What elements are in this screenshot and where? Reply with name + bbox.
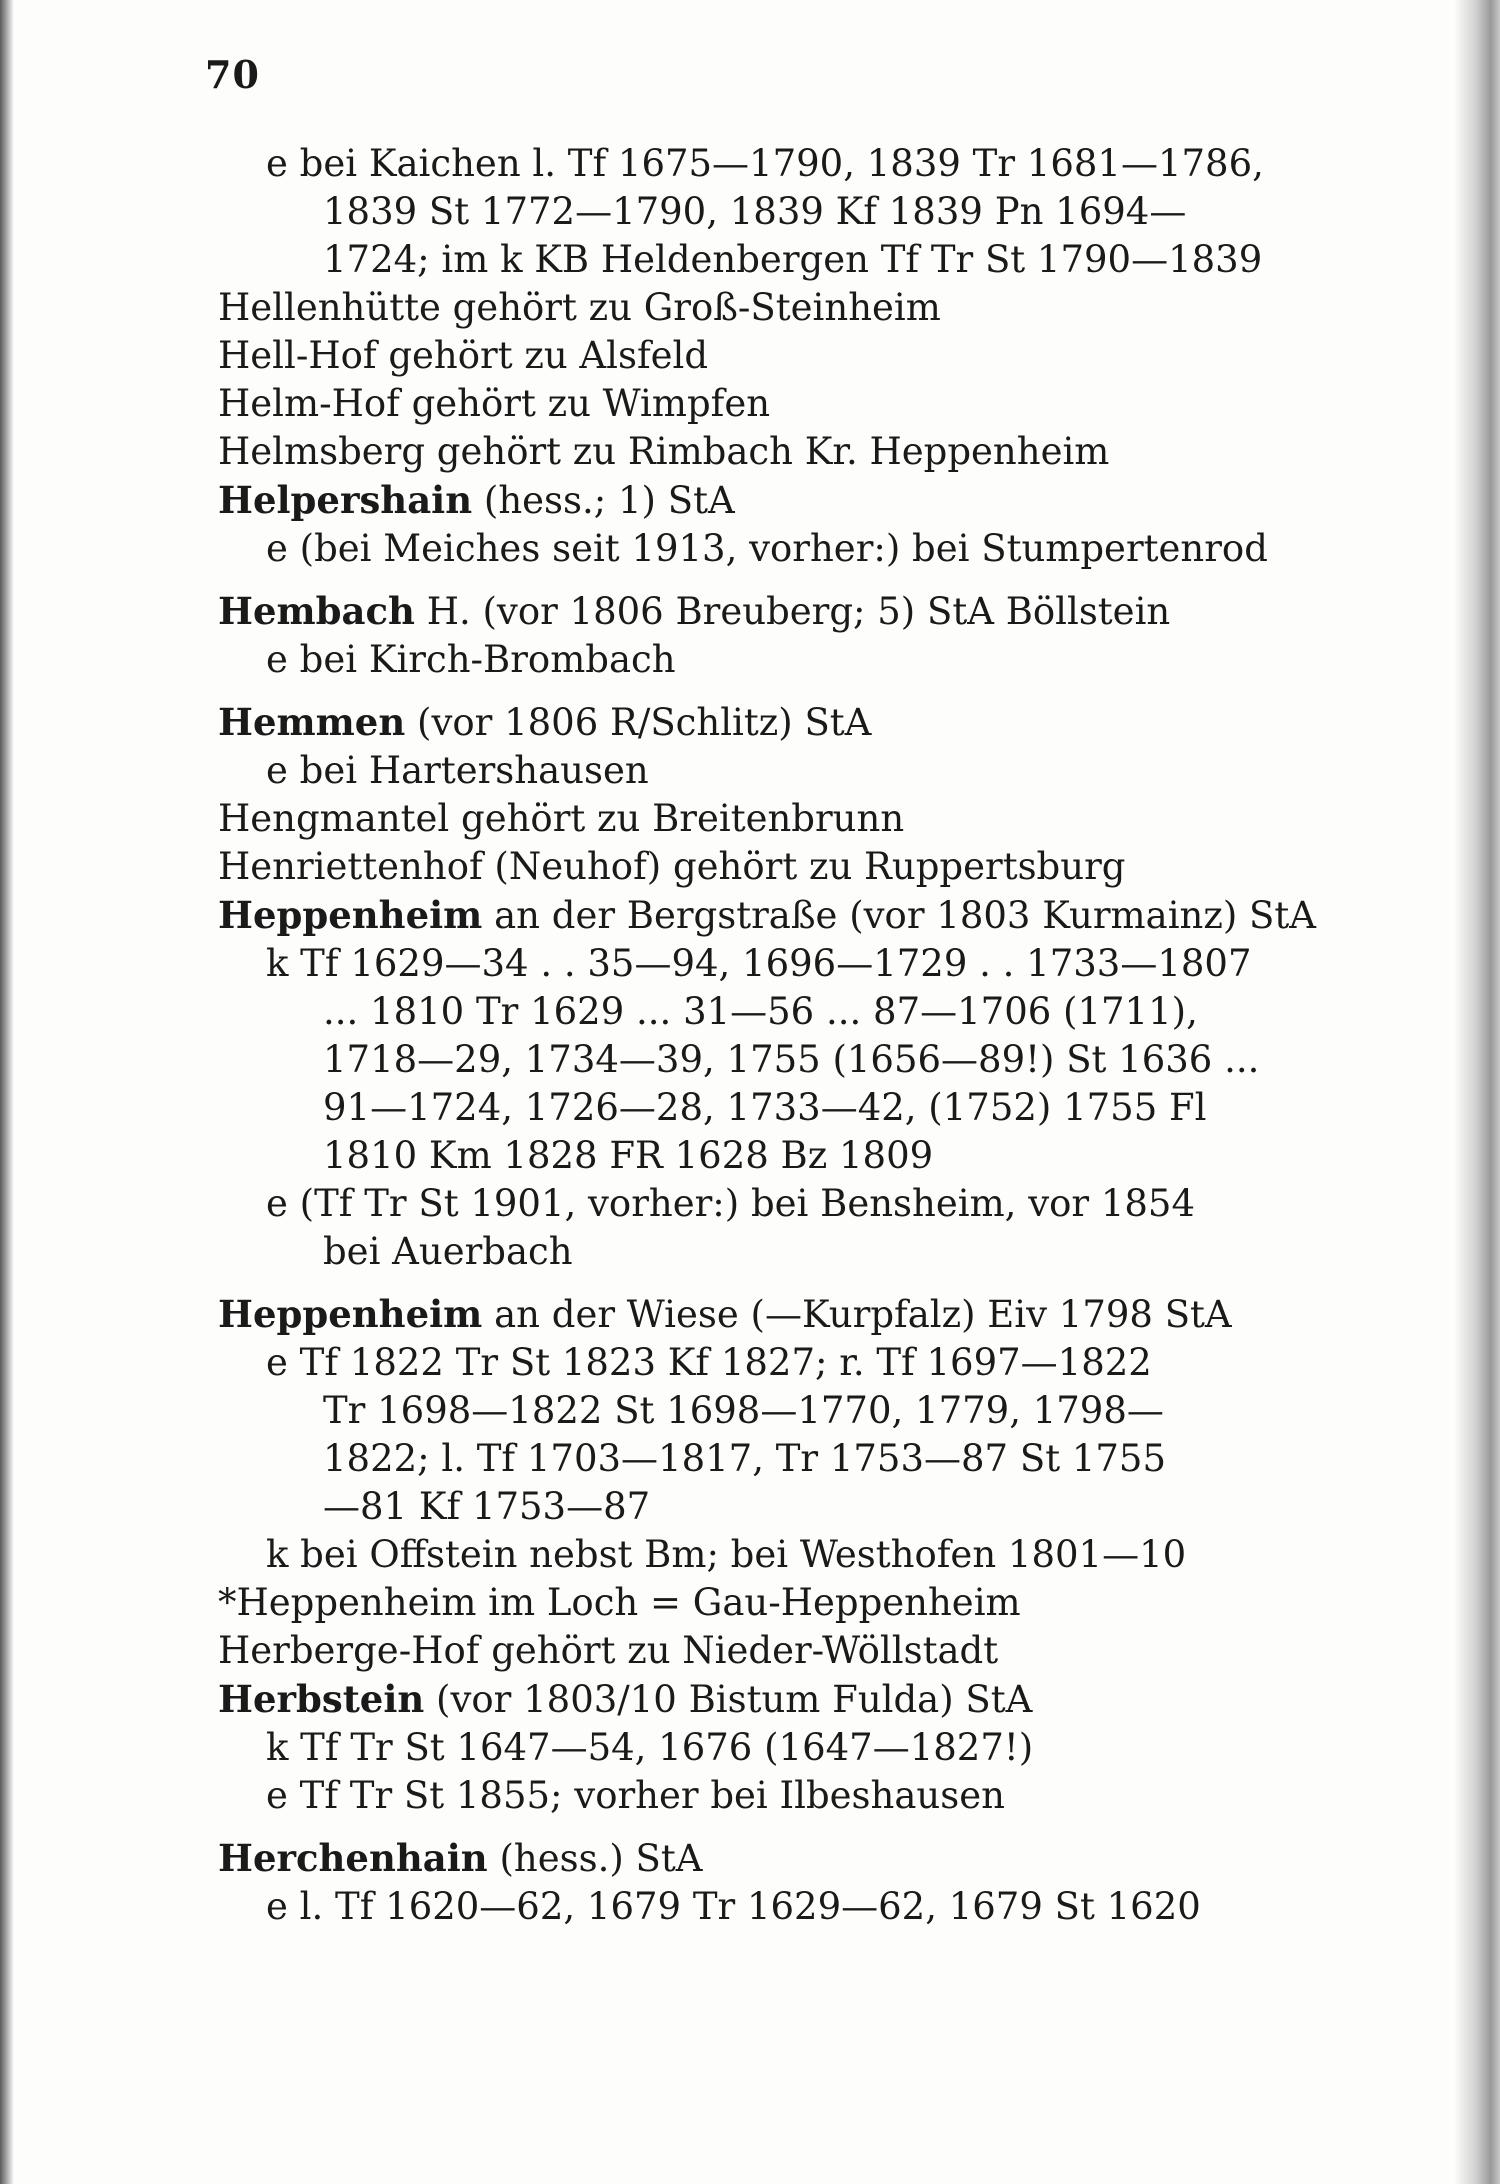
entry-heading-line	[218, 795, 1293, 843]
entry-text: Hengmantel gehört zu Breitenbrunn	[218, 797, 905, 840]
entry-text: 1839 St 1772—1790, 1839 Kf 1839 Pn 1694—	[323, 190, 1187, 233]
entry-detail-line	[218, 1084, 1293, 1132]
entry-text: 1718—29, 1734—39, 1755 (1656—89!) St 1636 ...	[323, 1038, 1260, 1081]
entry-detail-line	[218, 1228, 1293, 1276]
entry-heading-line	[218, 284, 1293, 332]
entry-detail-line	[218, 525, 1293, 573]
entry-heading-line	[218, 587, 1293, 636]
entry-text: 1724; im k KB Heldenbergen Tf Tr St 1790—1839	[323, 238, 1263, 281]
entry-text: (vor 1806 R/Schlitz) StA	[405, 701, 872, 744]
entry-text: e Tf 1822 Tr St 1823 Kf 1827; r. Tf 1697—1822	[266, 1341, 1152, 1384]
entry-detail-line	[218, 1435, 1293, 1483]
entry-heading-line	[218, 476, 1293, 525]
entry-text: (hess.) StA	[487, 1837, 703, 1880]
entry-detail-line	[218, 1483, 1293, 1531]
entry-detail-line	[218, 140, 1293, 188]
entry-text: (hess.; 1) StA	[472, 479, 735, 522]
entry-text: H. (vor 1806 Breuberg; 5) StA Böllstein	[414, 590, 1171, 633]
place-name: Herbstein	[218, 1677, 425, 1721]
entry-heading-line	[218, 1290, 1293, 1339]
entry-text: Tr 1698—1822 St 1698—1770, 1779, 1798—	[323, 1389, 1164, 1432]
entry-text: e (bei Meiches seit 1913, vorher:) bei Stumpertenrod	[266, 527, 1268, 570]
entry-heading-line	[218, 698, 1293, 747]
page-number: 70	[205, 52, 260, 97]
place-name: Helpershain	[218, 478, 473, 522]
entry-heading-line	[218, 1579, 1293, 1627]
entry-text: Helmsberg gehört zu Rimbach Kr. Heppenheim	[218, 430, 1110, 473]
entry-text: ... 1810 Tr 1629 ... 31—56 ... 87—1706 (1711),	[323, 990, 1198, 1033]
entry-detail-line	[218, 1180, 1293, 1228]
entry-text: an der Bergstraße (vor 1803 Kurmainz) StA	[482, 894, 1316, 937]
entry-text: e bei Kirch-Brombach	[266, 638, 676, 681]
entry-heading-line	[218, 1834, 1293, 1883]
entry-text: 1810 Km 1828 FR 1628 Bz 1809	[323, 1134, 934, 1177]
entry-text: k Tf Tr St 1647—54, 1676 (1647—1827!)	[266, 1726, 1034, 1769]
entry-detail-line	[218, 988, 1293, 1036]
place-name: Hemmen	[218, 700, 406, 744]
gazetteer-entries	[218, 140, 1316, 1931]
entry-text: e (Tf Tr St 1901, vorher:) bei Bensheim, vor 1854	[266, 1182, 1195, 1225]
entry-text: e bei Kaichen l. Tf 1675—1790, 1839 Tr 1681—1786,	[266, 142, 1264, 185]
entry-text: Herberge-Hof gehört zu Nieder-Wöllstadt	[218, 1629, 999, 1672]
entry-text: k bei Offstein nebst Bm; bei Westhofen 1801—10	[266, 1533, 1187, 1576]
place-name: Heppenheim	[218, 893, 483, 937]
entry-text: 91—1724, 1726—28, 1733—42, (1752) 1755 Fl	[323, 1086, 1207, 1129]
entry-detail-line	[218, 1772, 1293, 1820]
place-name: Heppenheim	[218, 1292, 483, 1336]
entry-detail-line	[218, 1531, 1293, 1579]
entry-detail-line	[218, 188, 1293, 236]
place-name: Hembach	[218, 589, 415, 633]
entry-text: e bei Hartershausen	[266, 749, 649, 792]
page-left-edge-shadow	[0, 0, 14, 2184]
entry-heading-line	[218, 428, 1293, 476]
entry-detail-line	[218, 940, 1293, 988]
entry-text: 1822; l. Tf 1703—1817, Tr 1753—87 St 1755	[323, 1437, 1166, 1480]
entry-text: (vor 1803/10 Bistum Fulda) StA	[424, 1678, 1033, 1721]
entry-heading-line	[218, 332, 1293, 380]
entry-heading-line	[218, 1675, 1293, 1724]
entry-text: Henriettenhof (Neuhof) gehört zu Ruppertsburg	[218, 845, 1126, 888]
entry-heading-line	[218, 380, 1293, 428]
entry-detail-line	[218, 1387, 1293, 1435]
entry-text: k Tf 1629—34 . . 35—94, 1696—1729 . . 1733—1807	[266, 942, 1252, 985]
entry-detail-line	[218, 1724, 1293, 1772]
entry-detail-line	[218, 747, 1293, 795]
page-right-edge-shadow	[1454, 0, 1500, 2184]
entry-heading-line	[218, 843, 1293, 891]
entry-text: *Heppenheim im Loch = Gau-Heppenheim	[218, 1581, 1021, 1624]
entry-heading-line	[218, 891, 1316, 940]
entry-text: Helm-Hof gehört zu Wimpfen	[218, 382, 771, 425]
entry-text: e l. Tf 1620—62, 1679 Tr 1629—62, 1679 St 1620	[266, 1885, 1201, 1928]
entry-detail-line	[218, 236, 1293, 284]
entry-detail-line	[218, 1339, 1293, 1387]
entry-detail-line	[218, 1036, 1293, 1084]
entry-text: Hellenhütte gehört zu Groß-Steinheim	[218, 286, 941, 329]
entry-detail-line	[218, 1883, 1293, 1931]
entry-text: Hell-Hof gehört zu Alsfeld	[218, 334, 709, 377]
entry-text: bei Auerbach	[323, 1230, 573, 1273]
entry-text: an der Wiese (—Kurpfalz) Eiv 1798 StA	[482, 1293, 1232, 1336]
entry-text: —81 Kf 1753—87	[323, 1485, 651, 1528]
entry-detail-line	[218, 1132, 1293, 1180]
place-name: Herchenhain	[218, 1836, 488, 1880]
entry-detail-line	[218, 636, 1293, 684]
entry-text: e Tf Tr St 1855; vorher bei Ilbeshausen	[266, 1774, 1005, 1817]
entry-heading-line	[218, 1627, 1293, 1675]
